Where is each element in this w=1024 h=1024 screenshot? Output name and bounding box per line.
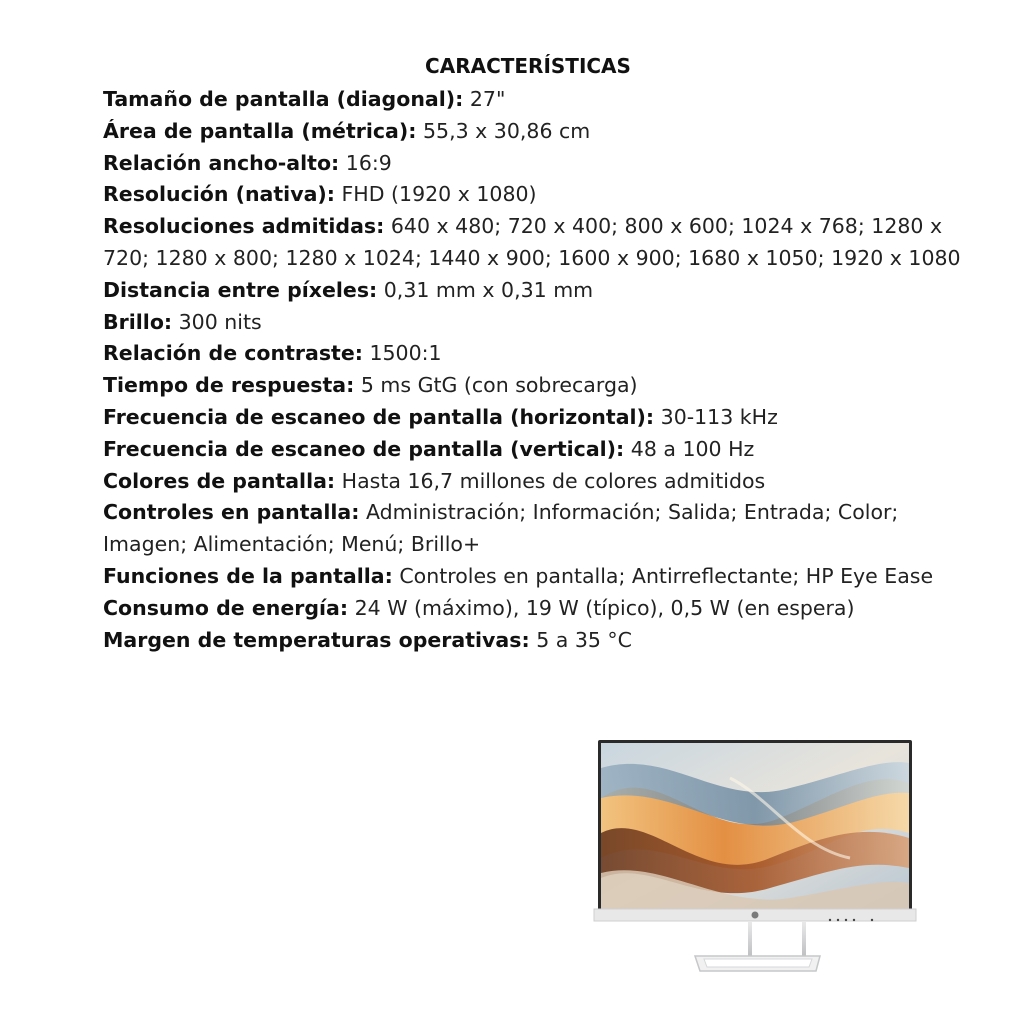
monitor-product-image	[590, 738, 920, 978]
spec-item-operating-temperature	[103, 625, 973, 657]
spec-value: 16:9	[345, 150, 392, 175]
spec-item-aspect-ratio	[103, 148, 973, 180]
spec-item-display-colors	[103, 466, 973, 498]
spec-label: Distancia entre píxeles:	[103, 277, 378, 302]
spec-label: Frecuencia de escaneo de pantalla (horizontal):	[103, 404, 655, 429]
stand-leg-right	[802, 922, 806, 956]
spec-value: Controles en pantalla; Antirreflectante; HP Eye Ease	[399, 563, 934, 588]
spec-value: 27"	[469, 87, 506, 111]
spec-item-onscreen-controls	[103, 497, 973, 561]
page-title: CARACTERÍSTICAS	[425, 54, 631, 78]
spec-item-supported-resolutions	[103, 211, 973, 275]
spec-value: 5 a 35 °C	[536, 627, 632, 652]
spec-item-screen-area	[103, 116, 973, 148]
spec-label: Brillo:	[103, 309, 173, 334]
spec-value: 55,3 x 30,86 cm	[422, 118, 591, 143]
spec-value: Hasta 16,7 millones de colores admitidos	[341, 468, 766, 493]
spec-item-display-features	[103, 561, 973, 593]
spec-item-brightness	[103, 307, 973, 339]
spec-label: Resolución (nativa):	[103, 182, 335, 207]
spec-label: Funciones de la pantalla:	[103, 563, 393, 588]
spec-label: Tamaño de pantalla (diagonal):	[103, 87, 464, 111]
spec-value: 300 nits	[178, 309, 262, 334]
spec-value: 1500:1	[369, 341, 442, 366]
spec-label: Controles en pantalla:	[103, 500, 360, 525]
spec-value: 24 W (máximo), 19 W (típico), 0,5 W (en espera)	[354, 595, 855, 620]
spec-value: 30-113 kHz	[660, 404, 778, 429]
spec-value: Administración; Información; Salida; Entrada; Color; Imagen; Alimentación; Menú; Brillo+	[103, 500, 899, 557]
spec-value: 640 x 480; 720 x 400; 800 x 600; 1024 x 768; 1280 x 720; 1280 x 800; 1280 x 1024; 1440 x 900; 1600 x 900; 1680 x 1050; 1920 x 1080	[103, 214, 961, 270]
spec-value: FHD (1920 x 1080)	[341, 182, 537, 207]
spec-label: Consumo de energía:	[103, 595, 349, 620]
spec-label: Relación ancho-alto:	[103, 150, 340, 175]
spec-item-screen-size	[103, 84, 973, 116]
spec-item-response-time	[103, 370, 973, 402]
specs-list	[103, 84, 973, 656]
spec-item-power-consumption	[103, 593, 973, 625]
spec-item-contrast-ratio	[103, 338, 973, 370]
spec-value: 0,31 mm x 0,31 mm	[383, 277, 594, 302]
spec-label: Área de pantalla (métrica):	[103, 118, 417, 143]
spec-value: 5 ms GtG (con sobrecarga)	[360, 373, 638, 398]
spec-label: Frecuencia de escaneo de pantalla (vertical):	[103, 436, 625, 461]
stand-leg-left	[748, 922, 752, 956]
spec-value: 48 a 100 Hz	[630, 436, 755, 461]
spec-item-vertical-scan	[103, 434, 973, 466]
spec-label: Tiempo de respuesta:	[103, 373, 355, 398]
spec-item-horizontal-scan	[103, 402, 973, 434]
spec-label: Resoluciones admitidas:	[103, 214, 385, 239]
spec-item-native-resolution	[103, 179, 973, 211]
spec-label: Colores de pantalla:	[103, 468, 336, 493]
spec-label: Relación de contraste:	[103, 341, 363, 366]
spec-label: Margen de temperaturas operativas:	[103, 627, 530, 652]
spec-item-pixel-pitch	[103, 275, 973, 307]
hp-logo-icon	[752, 912, 759, 919]
